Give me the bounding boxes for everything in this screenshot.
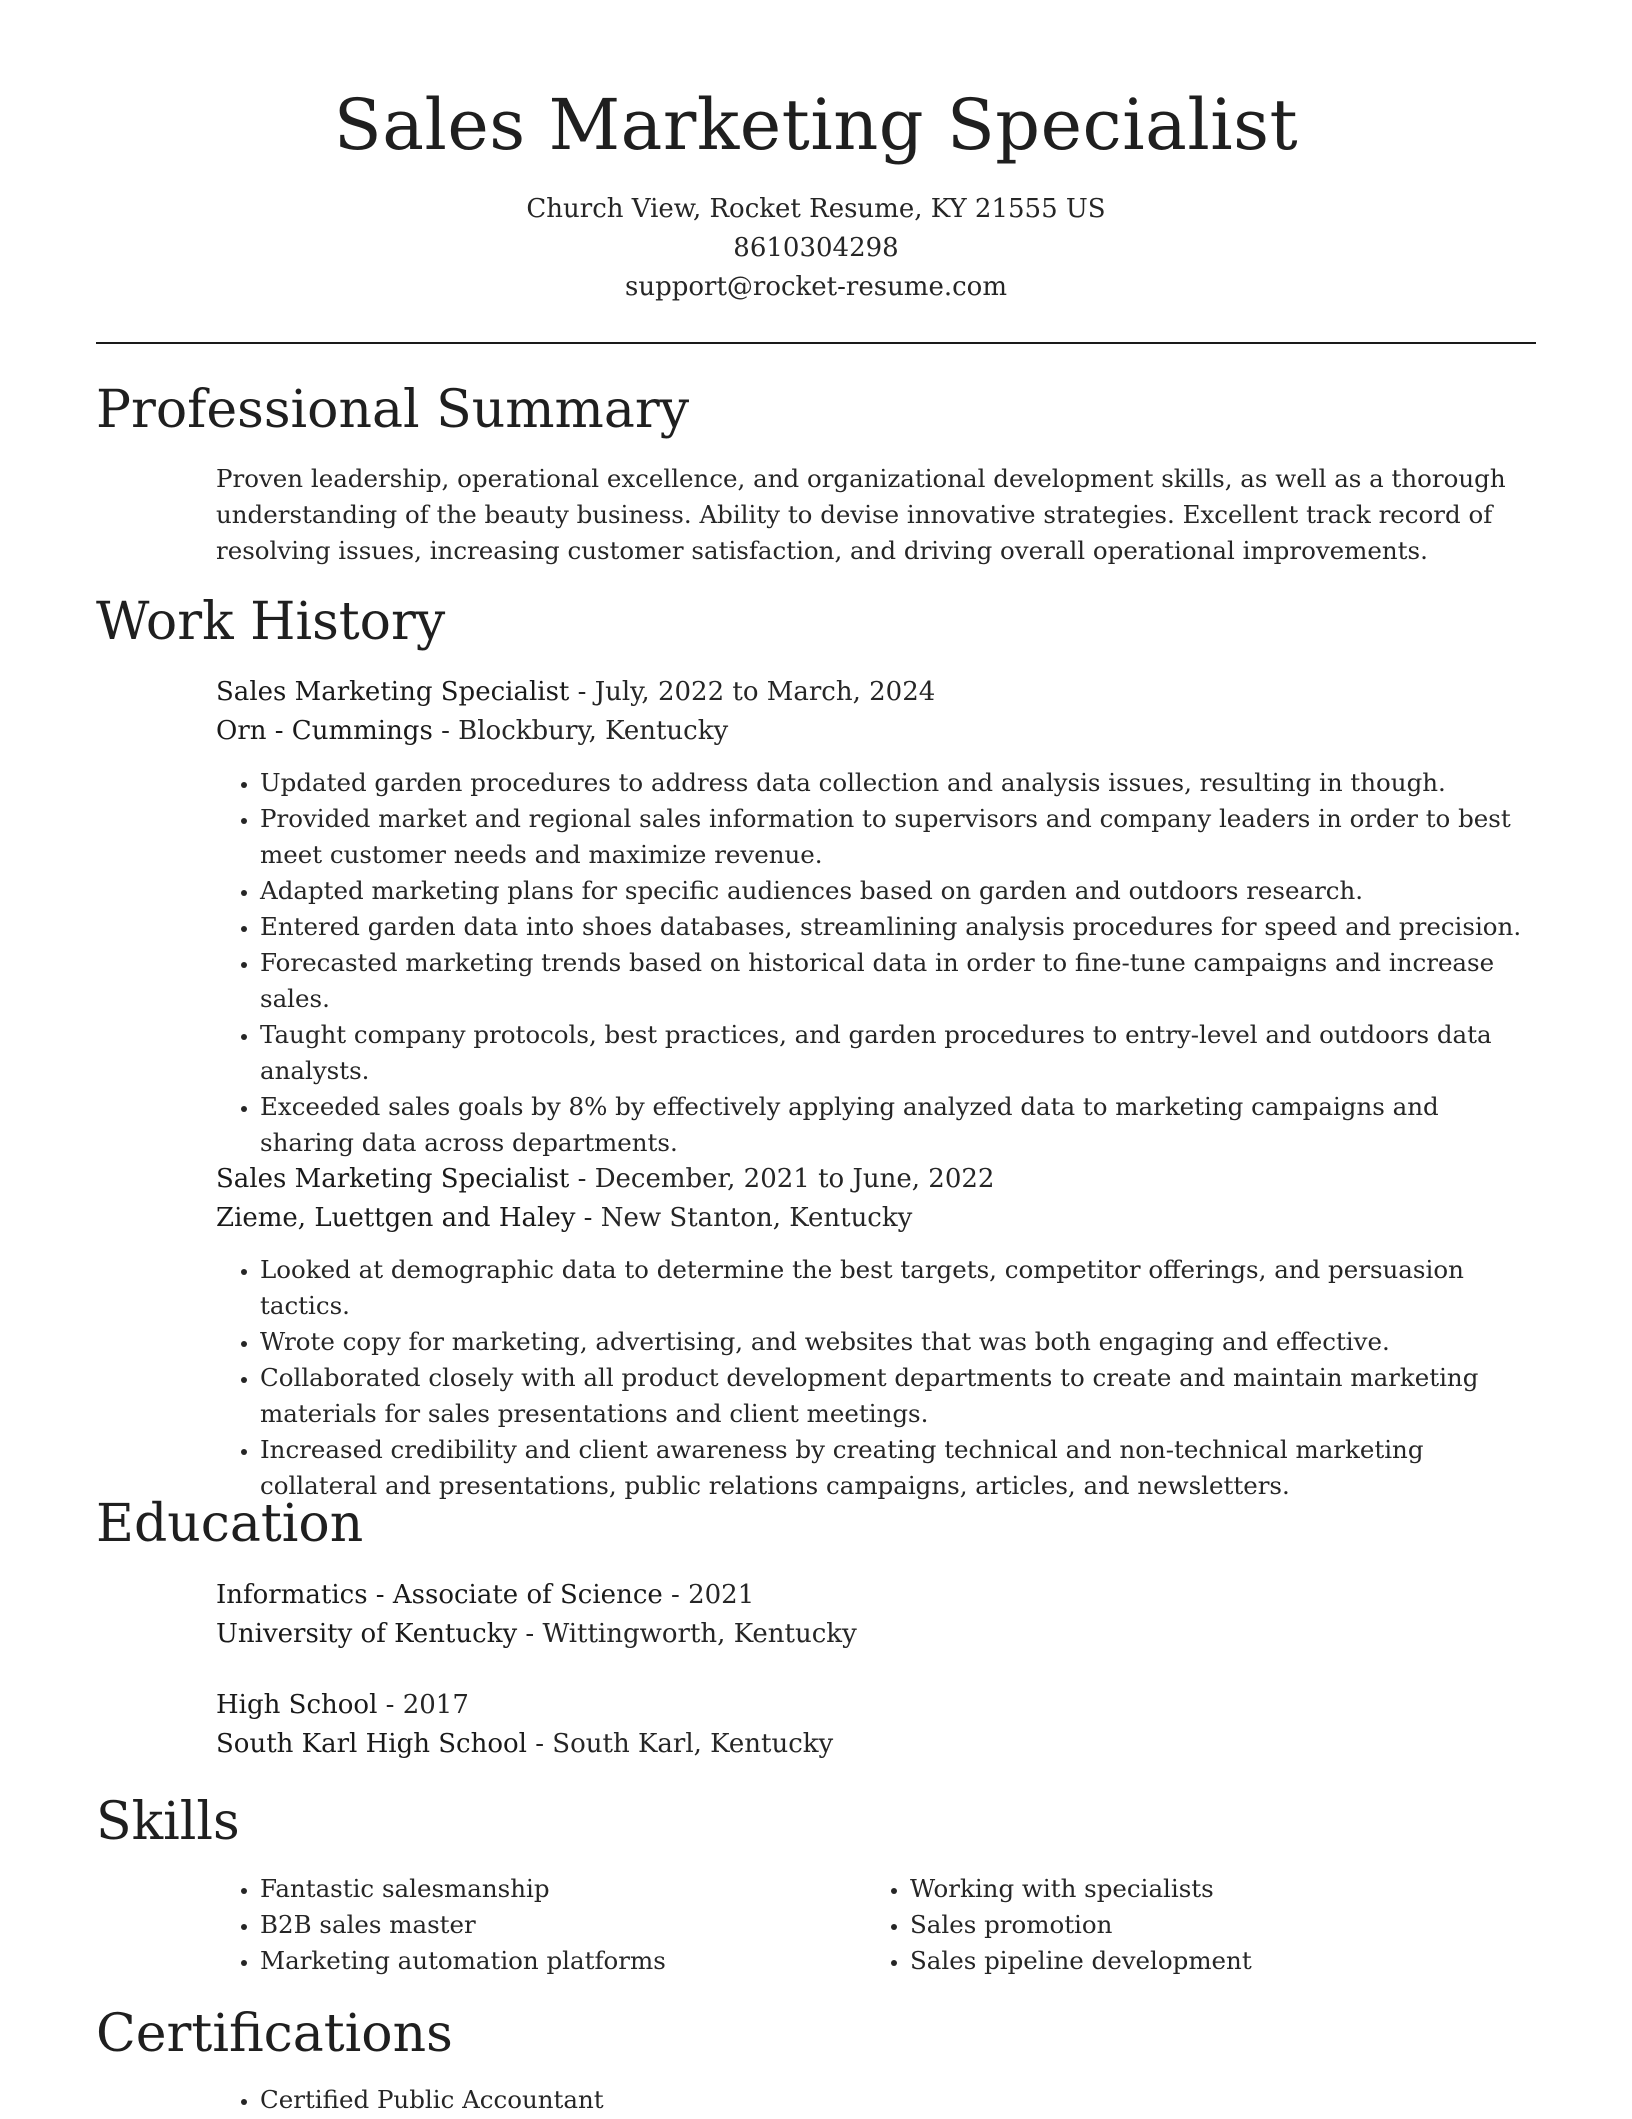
education-degree: High School (216, 1690, 378, 1720)
certifications-block (216, 2082, 1536, 2118)
job-role: Sales Marketing Specialist (216, 677, 570, 707)
job-title-line (216, 1160, 1536, 1199)
skill-item: • Marketing automation platforms (260, 1943, 856, 1979)
section-title-skills: Skills (96, 1792, 240, 1852)
job-location: - Blockbury, Kentucky (432, 716, 729, 746)
job-company-line (216, 712, 1536, 751)
skill-item: • Working with specialists (910, 1871, 1506, 1907)
header-divider (96, 342, 1536, 344)
resume-header (0, 80, 1632, 307)
skill-item: • Sales pipeline development (910, 1943, 1506, 1979)
skills-column-right (866, 1871, 1506, 1979)
job-company: Orn - Cummings (216, 716, 433, 746)
contact-block (0, 190, 1632, 307)
education-degree: Informatics - Associate of Science (216, 1580, 663, 1610)
education-degree-line (216, 1576, 1536, 1615)
education-school: University of Kentucky (216, 1619, 518, 1649)
education-school: South Karl High School (216, 1729, 527, 1759)
skills-list (216, 1871, 856, 1979)
job-bullets (216, 1252, 1536, 1504)
job-bullet: • Exceeded sales goals by 8% by effectively applying analyzed data to marketing campaigns and sharing data across departments. (260, 1089, 1536, 1161)
job-role: Sales Marketing Specialist (216, 1164, 570, 1194)
certification-item: • Certified Public Accountant (260, 2082, 1536, 2118)
section-title-certifications: Certifications (96, 2004, 453, 2064)
job-bullet: • Forecasted marketing trends based on historical data in order to fine-tune campaigns and increase sales. (260, 945, 1536, 1017)
skill-item: • B2B sales master (260, 1907, 856, 1943)
address: Church View, Rocket Resume, KY 21555 US (526, 194, 1106, 224)
job-bullet: • Increased credibility and client awareness by creating technical and non-technical marketing collateral and presentations, public relations campaigns, articles, and newsletters. (260, 1432, 1536, 1504)
job-dates: - December, 2021 to June, 2022 (569, 1164, 995, 1194)
job-entry (216, 1160, 1536, 1504)
job-title-line (216, 673, 1536, 712)
section-title-education: Education (96, 1494, 364, 1554)
skills-column-left (216, 1871, 856, 1979)
job-company-line (216, 1199, 1536, 1238)
summary-block (216, 461, 1536, 569)
job-bullet: • Wrote copy for marketing, advertising, and websites that was both engaging and effective. (260, 1324, 1536, 1360)
job-dates: - July, 2022 to March, 2024 (569, 677, 936, 707)
email: support@rocket-resume.com (624, 272, 1007, 302)
skills-list (866, 1871, 1506, 1979)
education-entry (216, 1576, 1536, 1654)
education-degree-line (216, 1686, 1536, 1725)
education-entry (216, 1686, 1536, 1764)
education-year: - 2021 (662, 1580, 755, 1610)
job-entry (216, 673, 1536, 1161)
job-bullet: • Adapted marketing plans for specific audiences based on garden and outdoors research. (260, 873, 1536, 909)
job-bullet: • Looked at demographic data to determine the best targets, competitor offerings, and persuasion tactics. (260, 1252, 1536, 1324)
section-title-work: Work History (96, 592, 446, 652)
certifications-list (216, 2082, 1536, 2118)
job-bullet: • Collaborated closely with all product development departments to create and maintain marketing materials for sales presentations and client meetings. (260, 1360, 1536, 1432)
education-location: - South Karl, Kentucky (526, 1729, 834, 1759)
job-bullet: • Taught company protocols, best practices, and garden procedures to entry-level and outdoors data analysts. (260, 1017, 1536, 1089)
job-bullet: • Provided market and regional sales information to supervisors and company leaders in order to best meet customer needs and maximize revenue. (260, 801, 1536, 873)
summary-text: Proven leadership, operational excellence, and organizational development skills, as well as a thorough understanding of the beauty business. Ability to devise innovative strategies. Excellent track record of resolving issues, increasing customer satisfaction, and driving overall operational improvements. (216, 464, 1506, 565)
job-company: Zieme, Luettgen and Haley (216, 1203, 576, 1233)
job-location: - New Stanton, Kentucky (575, 1203, 913, 1233)
education-location: - Wittingworth, Kentucky (517, 1619, 857, 1649)
job-bullet: • Entered garden data into shoes databases, streamlining analysis procedures for speed and precision. (260, 909, 1536, 945)
education-year: - 2017 (377, 1690, 469, 1720)
job-bullet: • Updated garden procedures to address data collection and analysis issues, resulting in though. (260, 765, 1536, 801)
section-title-summary: Professional Summary (96, 380, 690, 440)
candidate-name: Sales Marketing Specialist (333, 84, 1299, 166)
skill-item: • Sales promotion (910, 1907, 1506, 1943)
education-school-line (216, 1615, 1536, 1654)
education-school-line (216, 1725, 1536, 1764)
skill-item: • Fantastic salesmanship (260, 1871, 856, 1907)
phone: 8610304298 (733, 233, 899, 263)
job-bullets (216, 765, 1536, 1161)
